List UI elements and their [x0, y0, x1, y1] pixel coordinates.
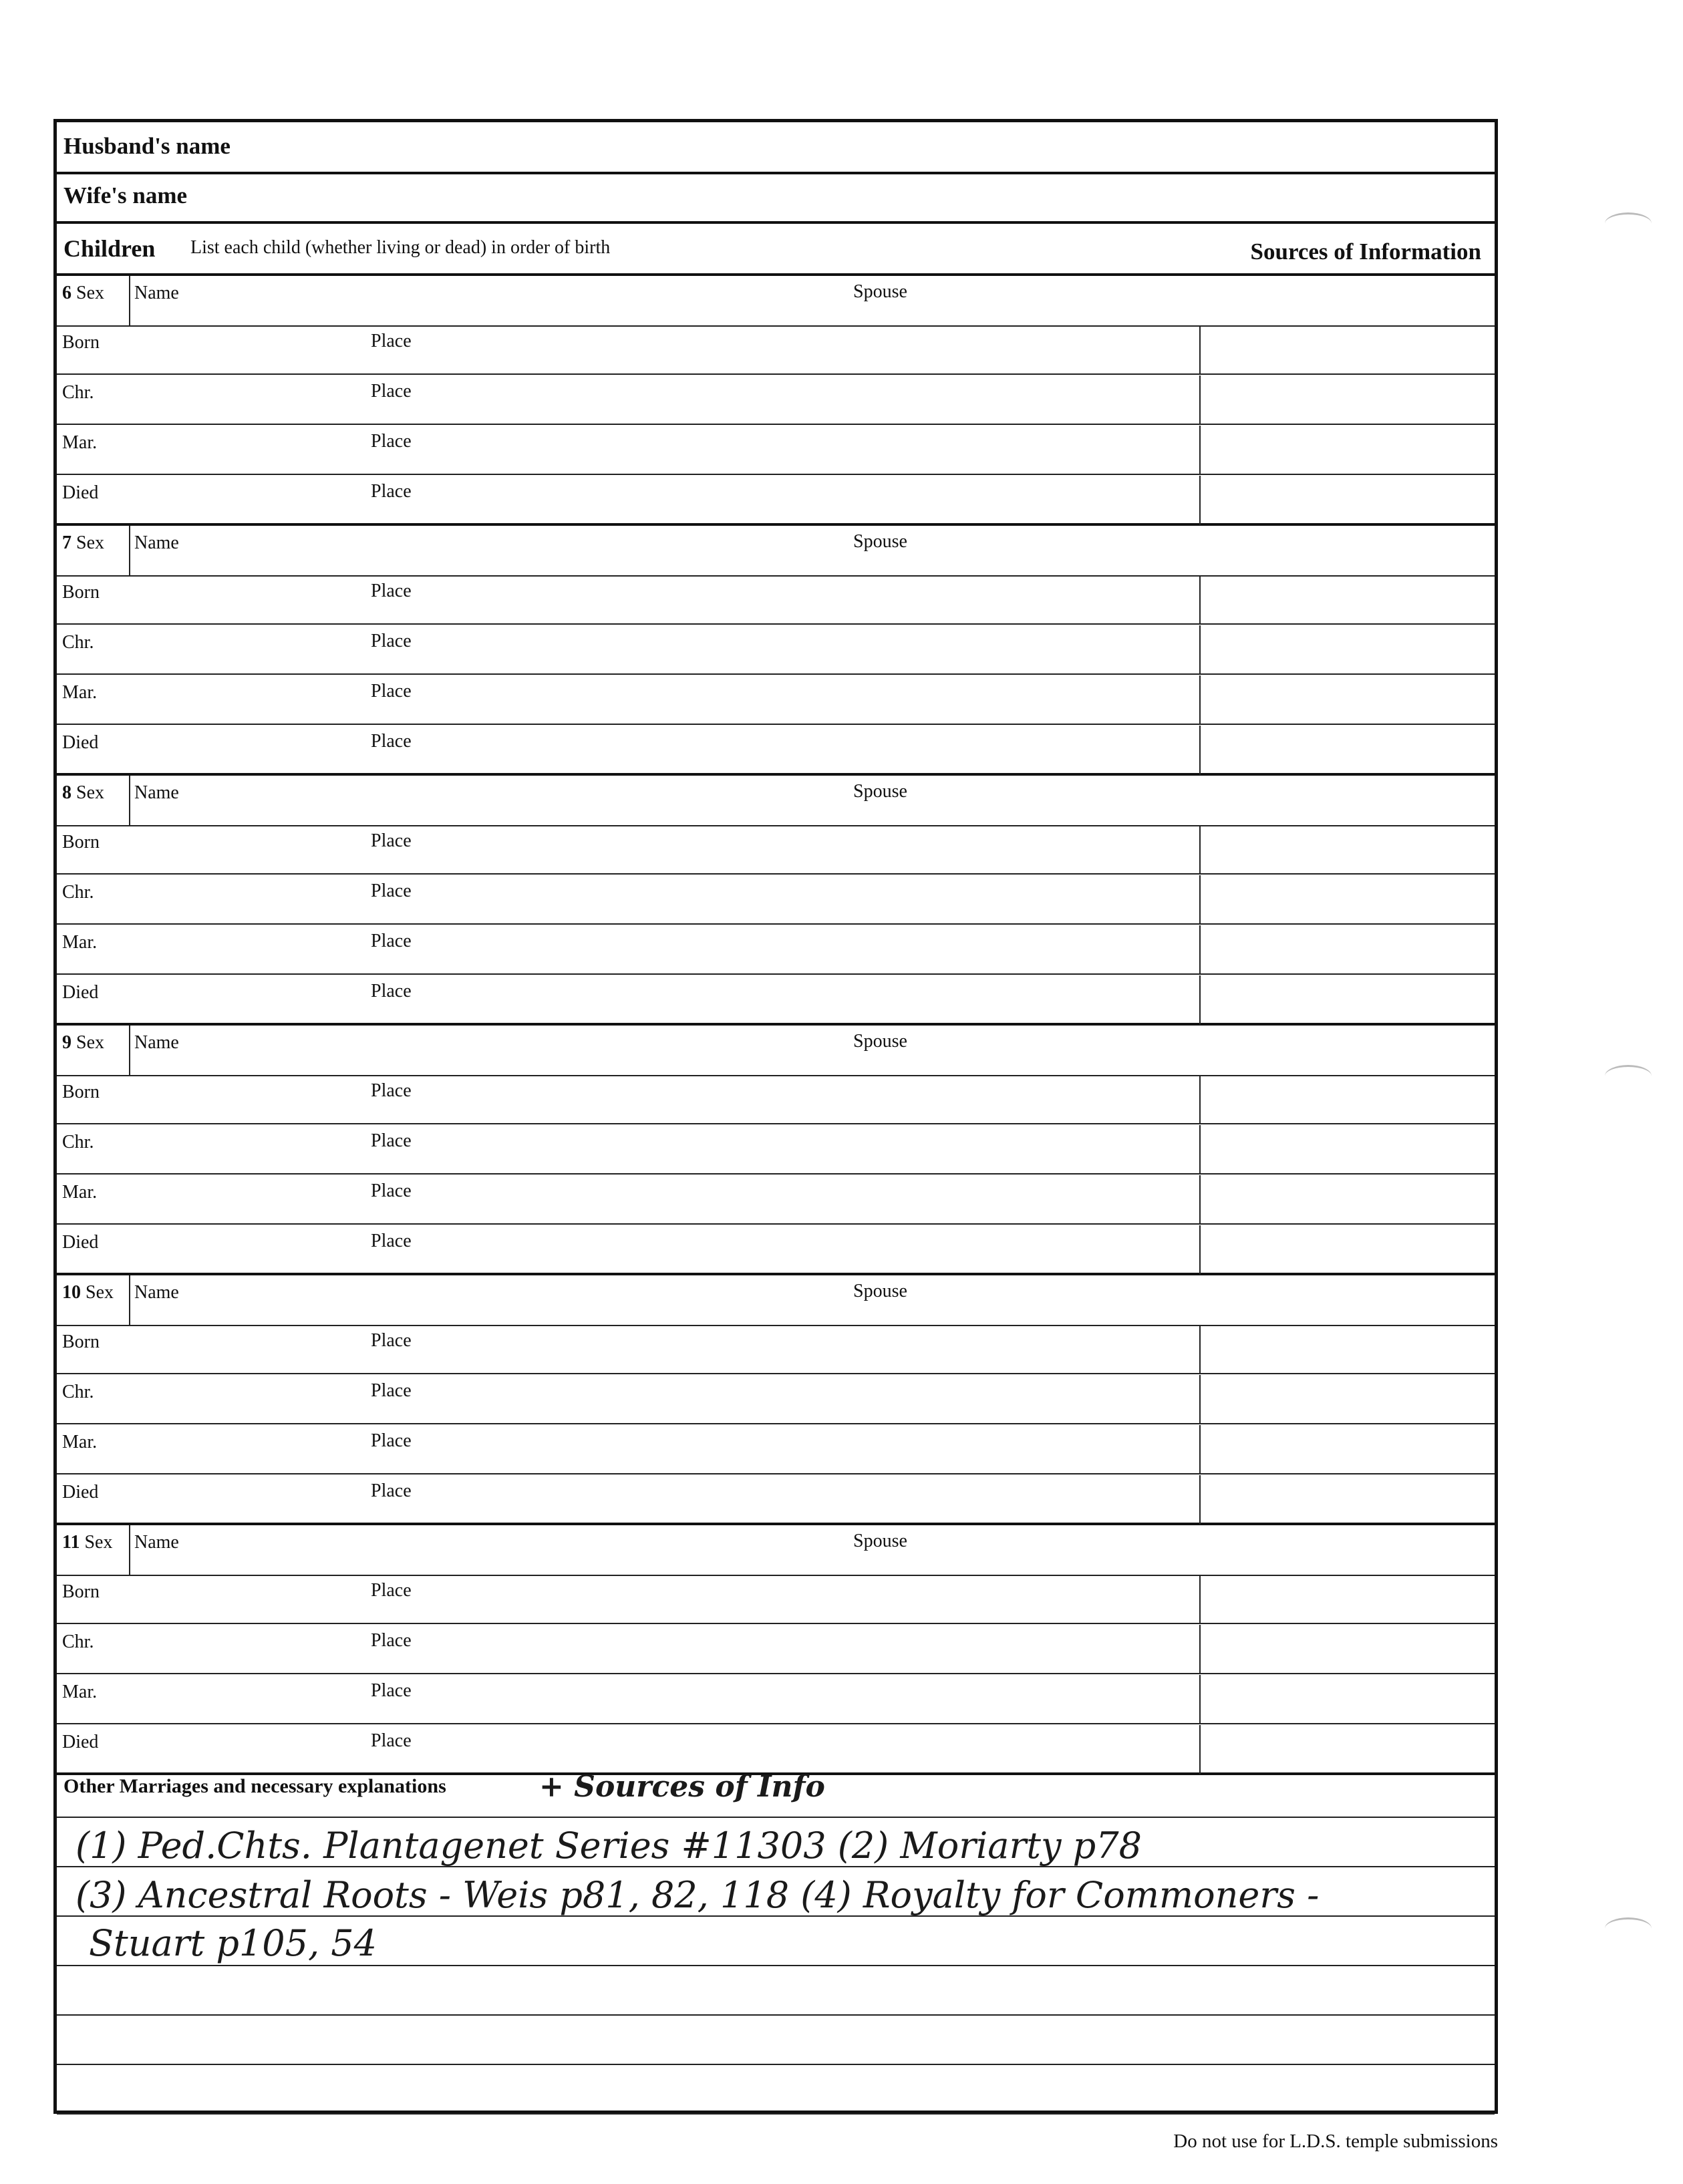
event-label-chr: Chr.: [62, 882, 94, 903]
event-row-chr: [57, 1375, 1495, 1424]
source-cell: [1199, 1575, 1201, 1623]
event-row-born: [57, 825, 1495, 875]
event-row-mar: [57, 426, 1495, 475]
place-label: Place: [371, 1430, 412, 1451]
event-row-died: [57, 476, 1495, 525]
place-label: Place: [371, 331, 412, 351]
place-label: Place: [371, 1730, 412, 1751]
child-number-sex: [62, 1532, 112, 1553]
handwritten-line-3: Stuart p105, 54: [89, 1922, 377, 1964]
place-label: Place: [371, 1181, 412, 1201]
place-label: Place: [371, 931, 412, 951]
place-label: Place: [371, 1130, 412, 1151]
event-row-mar: [57, 1425, 1495, 1474]
sex-label: Sex: [76, 782, 104, 803]
event-label-chr: Chr.: [62, 1631, 94, 1652]
child-name-row: [57, 1275, 1495, 1326]
source-cell: [1199, 426, 1201, 474]
child-number-sex: [62, 532, 104, 554]
source-cell: [1199, 1725, 1201, 1774]
child-number-sex: [62, 283, 104, 304]
event-row-born: [57, 325, 1495, 375]
event-label-mar: Mar.: [62, 1182, 98, 1203]
sex-label: Sex: [84, 1532, 113, 1553]
place-label: Place: [371, 1330, 412, 1351]
place-label: Place: [371, 981, 412, 1001]
handwritten-heading: + Sources of Info: [539, 1770, 825, 1804]
source-cell: [1199, 975, 1201, 1025]
source-cell: [1199, 1125, 1201, 1173]
event-row-born: [57, 1325, 1495, 1374]
event-label-born: Born: [62, 332, 100, 353]
source-cell: [1199, 1225, 1201, 1275]
event-label-died: Died: [62, 482, 99, 503]
name-label: Name: [134, 532, 179, 553]
event-row-died: [57, 1225, 1495, 1275]
name-label: Name: [134, 1282, 179, 1303]
source-cell: [1199, 726, 1201, 775]
footer-note: Do not use for L.D.S. temple submissions: [1173, 2131, 1498, 2152]
event-row-died: [57, 975, 1495, 1025]
event-row-mar: [57, 1675, 1495, 1724]
handwritten-line-2: (3) Ancestral Roots - Weis p81, 82, 118 (4) Royalty for Commoners -: [75, 1874, 1320, 1916]
child-name-row: [57, 1525, 1495, 1576]
event-row-chr: [57, 375, 1495, 425]
source-cell: [1199, 575, 1201, 623]
event-label-mar: Mar.: [62, 682, 98, 703]
spouse-label: Spouse: [853, 1281, 907, 1301]
child-number-sex: [62, 782, 104, 804]
source-cell: [1199, 1375, 1201, 1423]
source-cell: [1199, 625, 1201, 673]
child-number-sex: [62, 1282, 114, 1303]
source-cell: [1199, 1675, 1201, 1723]
source-cell: [1199, 1325, 1201, 1373]
children-instruction: List each child (whether living or dead) in order of birth: [190, 237, 611, 258]
name-divider: [129, 1525, 130, 1575]
sex-label: Sex: [86, 1282, 114, 1303]
child-block: [57, 776, 1495, 1026]
place-label: Place: [371, 481, 412, 502]
place-label: Place: [371, 1680, 412, 1701]
event-row-mar: [57, 925, 1495, 975]
place-label: Place: [371, 381, 412, 402]
event-label-died: Died: [62, 1482, 99, 1503]
child-number: 7: [62, 532, 71, 553]
children-label: Children: [63, 235, 156, 262]
place-label: Place: [371, 1380, 412, 1401]
child-name-row: [57, 776, 1495, 826]
place-label: Place: [371, 881, 412, 901]
child-name-row: [57, 526, 1495, 577]
place-label: Place: [371, 1231, 412, 1251]
event-label-mar: Mar.: [62, 1432, 98, 1452]
source-cell: [1199, 1625, 1201, 1673]
event-row-born: [57, 575, 1495, 625]
punch-hole-mark-middle: [1605, 1065, 1652, 1087]
name-divider: [129, 1026, 130, 1075]
event-row-chr: [57, 875, 1495, 925]
spouse-label: Spouse: [853, 781, 907, 802]
name-label: Name: [134, 1532, 179, 1553]
wife-label: Wife's name: [63, 182, 188, 208]
place-label: Place: [371, 1480, 412, 1501]
place-label: Place: [371, 830, 412, 851]
child-number: 11: [62, 1532, 80, 1553]
event-label-born: Born: [62, 832, 100, 852]
child-number: 10: [62, 1282, 81, 1303]
source-cell: [1199, 325, 1201, 373]
husband-label: Husband's name: [63, 133, 231, 159]
event-label-chr: Chr.: [62, 1382, 94, 1402]
place-label: Place: [371, 631, 412, 651]
spouse-label: Spouse: [853, 1531, 907, 1551]
event-row-mar: [57, 1175, 1495, 1225]
event-row-chr: [57, 1125, 1495, 1175]
source-cell: [1199, 476, 1201, 525]
event-row-born: [57, 1575, 1495, 1624]
event-row-died: [57, 726, 1495, 775]
other-marriages-section: [57, 1770, 1495, 2111]
child-name-row: [57, 276, 1495, 327]
event-label-mar: Mar.: [62, 932, 98, 953]
sex-label: Sex: [76, 283, 104, 303]
event-label-born: Born: [62, 1581, 100, 1602]
event-row-chr: [57, 1625, 1495, 1674]
source-cell: [1199, 1175, 1201, 1223]
source-cell: [1199, 675, 1201, 724]
event-row-chr: [57, 625, 1495, 675]
place-label: Place: [371, 681, 412, 701]
child-name-row: [57, 1026, 1495, 1076]
husband-row: [57, 122, 1495, 174]
event-label-born: Born: [62, 1332, 100, 1352]
event-row-died: [57, 1725, 1495, 1774]
source-cell: [1199, 925, 1201, 973]
handwritten-line-1: (1) Ped.Chts. Plantagenet Series #11303 (2) Moriarty p78: [75, 1825, 1142, 1867]
spouse-label: Spouse: [853, 281, 907, 302]
child-block: [57, 526, 1495, 776]
child-block: [57, 1275, 1495, 1525]
event-label-died: Died: [62, 982, 99, 1003]
child-block: [57, 1026, 1495, 1275]
place-label: Place: [371, 731, 412, 752]
source-cell: [1199, 1475, 1201, 1525]
event-label-mar: Mar.: [62, 1682, 98, 1702]
name-label: Name: [134, 1032, 179, 1053]
child-number: 8: [62, 782, 71, 803]
event-label-died: Died: [62, 732, 99, 753]
source-cell: [1199, 875, 1201, 923]
other-marriages-label: Other Marriages and necessary explanations: [63, 1775, 446, 1797]
family-group-sheet: [53, 119, 1498, 2114]
name-label: Name: [134, 782, 179, 803]
punch-hole-mark-top: [1605, 212, 1652, 235]
place-label: Place: [371, 431, 412, 452]
place-label: Place: [371, 1630, 412, 1651]
source-cell: [1199, 825, 1201, 873]
name-divider: [129, 276, 130, 325]
name-divider: [129, 776, 130, 825]
event-label-chr: Chr.: [62, 1132, 94, 1152]
event-label-died: Died: [62, 1732, 99, 1752]
wife-row: [57, 174, 1495, 224]
sex-label: Sex: [76, 1032, 104, 1053]
child-number: 6: [62, 283, 71, 303]
spouse-label: Spouse: [853, 531, 907, 552]
name-divider: [129, 526, 130, 575]
event-label-born: Born: [62, 1082, 100, 1102]
child-number-sex: [62, 1032, 104, 1054]
name-label: Name: [134, 283, 179, 303]
child-block: [57, 1525, 1495, 1775]
name-divider: [129, 1275, 130, 1325]
children-header-row: [57, 224, 1495, 276]
child-block: [57, 276, 1495, 526]
child-number: 9: [62, 1032, 71, 1053]
event-label-born: Born: [62, 582, 100, 603]
sources-label: Sources of Information: [1250, 239, 1481, 265]
spouse-label: Spouse: [853, 1031, 907, 1052]
source-cell: [1199, 375, 1201, 424]
sex-label: Sex: [76, 532, 104, 553]
event-label-died: Died: [62, 1232, 99, 1253]
place-label: Place: [371, 1080, 412, 1101]
source-cell: [1199, 1075, 1201, 1123]
event-row-born: [57, 1075, 1495, 1124]
event-label-mar: Mar.: [62, 432, 98, 453]
event-row-mar: [57, 675, 1495, 725]
place-label: Place: [371, 581, 412, 601]
event-row-died: [57, 1475, 1495, 1525]
event-label-chr: Chr.: [62, 382, 94, 403]
punch-hole-mark-bottom: [1605, 1917, 1652, 1939]
event-label-chr: Chr.: [62, 632, 94, 653]
source-cell: [1199, 1425, 1201, 1473]
place-label: Place: [371, 1580, 412, 1601]
